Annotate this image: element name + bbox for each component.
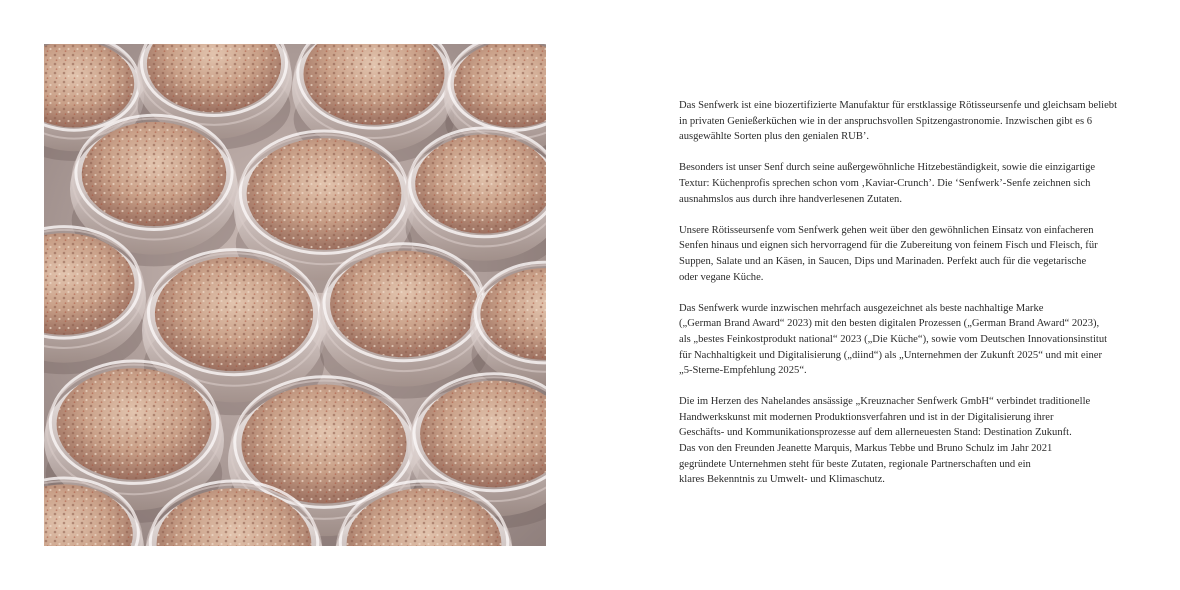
text-line: („German Brand Award“ 2023) mit den besten digitalen Prozessen („German Brand Award“ 2023),: [679, 318, 1100, 330]
text-line: Geschäfts- und Kommunikationsprozesse auf dem allerneuesten Stand: Destination Zukunft.: [679, 427, 1072, 439]
paragraph-2: [679, 160, 1119, 207]
text-line: als „bestes Feinkostprodukt national“ 2023 („Die Küche“), sowie vom Deutschen Innovationsinstitut: [679, 333, 1108, 345]
mustard-jar: [404, 128, 546, 272]
text-line: klares Bekenntnis zu Umwelt- und Klimaschutz.: [679, 474, 885, 486]
mustard-jar: [318, 244, 490, 399]
paragraph-1: [679, 98, 1119, 145]
description-text: [679, 98, 1119, 503]
text-line: für Nachhaltigkeit und Digitalisierung („diind“) als „Unternehmen der Zukunft 2025“ und mit einer: [679, 349, 1103, 361]
text-line: Textur: Küchenprofis sprechen schon vom ‚Kaviar-Crunch’. Die ‘Senfwerk’-Senfe zeichnen sich: [679, 177, 1091, 189]
text-line: Die im Herzen des Nahelandes ansässige „Kreuznacher Senfwerk GmbH“ verbindet traditionelle: [679, 396, 1091, 408]
text-line: gegründete Unternehmen steht für beste Zutaten, regionale Partnerschaften und ein: [679, 458, 1031, 470]
paragraph-3: [679, 223, 1119, 285]
text-line: Suppen, Salate und an Käsen, in Saucen, Dips und Marinaden. Perfekt auch für die vegetarische: [679, 255, 1087, 267]
mustard-jars-photo: [44, 44, 546, 546]
paragraph-4: [679, 301, 1119, 379]
text-line: Unsere Rötisseursenfe vom Senfwerk gehen weit über den gewöhnlichen Einsatz von einfacheren: [679, 224, 1094, 236]
text-line: Das Senfwerk wurde inzwischen mehrfach ausgezeichnet als beste nachhaltige Marke: [679, 302, 1044, 314]
text-line: Das Senfwerk ist eine biozertifizierte Manufaktur für erstklassige Rötisseursenfe und gleichsam beliebt: [679, 100, 1118, 111]
text-line: Senfen hinaus und eignen sich hervorragend für die Zubereitung von feinem Fisch und Fleisch, für: [679, 240, 1098, 252]
text-line: oder vegane Küche.: [679, 271, 764, 283]
text-line: „5-Sterne-Empfehlung 2025“.: [679, 365, 807, 377]
jars-of-coarse-mustard-icon: [44, 44, 546, 546]
text-line: Besonders ist unser Senf durch seine außergewöhnliche Hitzebeständigkeit, sowie die einzigartige: [679, 162, 1096, 174]
text-line: Das von den Freunden Jeanette Marquis, Markus Tebbe und Bruno Schulz im Jahr 2021: [679, 443, 1053, 455]
paragraph-5: [679, 394, 1119, 488]
text-line: in privaten Genießerküchen wie in der anspruchsvollen Spitzengastronomie. Inzwischen gibt es 6: [679, 115, 1093, 127]
text-line: ausgewählte Sorten plus den genialen RUB’.: [679, 131, 870, 143]
text-line: Handwerkskunst mit modernen Produktionsverfahren und ist in der Digitalisierung ihrer: [679, 411, 1054, 423]
text-line: ausnahmslos aus durch ihre handverlesenen Zutaten.: [679, 193, 902, 205]
